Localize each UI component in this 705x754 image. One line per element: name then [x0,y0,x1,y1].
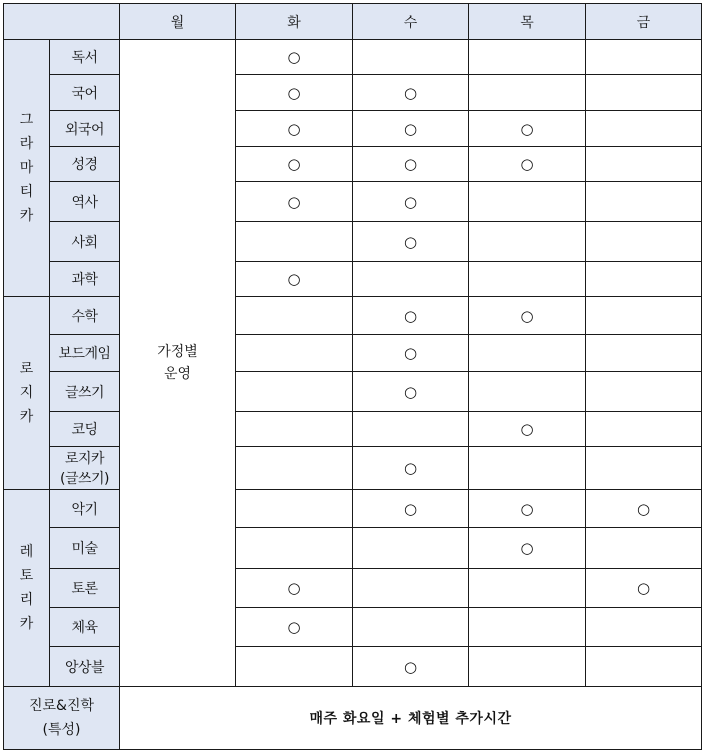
day-cell [586,372,702,412]
circle-mark-icon: ○ [403,155,418,173]
day-cell [469,335,586,372]
day-cell [586,608,702,647]
header-day-wed: 수 [353,4,469,40]
circle-mark-icon: ○ [520,539,534,557]
schedule-row [4,528,702,569]
day-cell [353,75,469,111]
header-day-mon: 월 [120,4,236,40]
group-label [4,490,50,687]
circle-mark-icon: ○ [403,657,418,676]
day-cell [236,490,353,528]
day-cell [236,147,353,182]
day-cell [469,297,586,335]
subject-cell [50,647,120,687]
subject-cell [50,372,120,412]
subject-label: 독서 [71,50,98,66]
circle-mark-icon: ○ [287,48,301,66]
day-cell [586,447,702,490]
day-cell [353,147,469,182]
schedule-row [4,608,702,647]
schedule-row [4,40,702,75]
group-label-text: 그 라 마 티 카 [19,112,34,224]
career-row [4,687,702,750]
subject-cell [50,528,120,569]
group-label-text: 레 토 리 카 [19,544,34,632]
day-cell [586,647,702,687]
day-cell [586,147,702,182]
circle-mark-icon: ○ [403,192,418,211]
circle-mark-icon: ○ [287,618,301,636]
day-cell [586,182,702,222]
day-cell [469,262,586,297]
subject-cell [50,569,120,608]
circle-mark-icon: ○ [520,155,534,173]
day-cell [586,412,702,447]
day-cell [586,262,702,297]
day-cell [586,569,702,608]
circle-mark-icon: ○ [403,232,418,251]
day-cell [469,182,586,222]
day-cell [469,490,586,528]
schedule-row [4,372,702,412]
day-cell [236,40,353,75]
circle-mark-icon: ○ [287,270,301,288]
day-cell [353,372,469,412]
header-row [4,4,702,40]
schedule-row [4,335,702,372]
subject-label: 글쓰기 [64,384,105,401]
subject-label: 코딩 [71,422,98,438]
schedule-row [4,297,702,335]
day-cell [236,372,353,412]
day-cell [353,40,469,75]
circle-mark-icon: ○ [287,83,301,102]
day-cell [353,528,469,569]
schedule-row [4,147,702,182]
group-label-text: 로 지 카 [19,361,34,425]
day-cell [469,40,586,75]
group-label [4,297,50,490]
circle-mark-icon: ○ [403,306,418,325]
day-cell [469,75,586,111]
day-cell [236,222,353,262]
day-cell [353,262,469,297]
subject-label: 사회 [71,234,98,251]
day-cell [469,569,586,608]
day-cell [586,490,702,528]
subject-label: 체육 [71,620,98,636]
day-cell [469,647,586,687]
subject-cell [50,412,120,447]
day-cell [469,447,586,490]
day-cell [236,262,353,297]
day-cell [469,222,586,262]
subject-label: 로지카 (글쓰기) [60,451,109,487]
subject-cell [50,75,120,111]
header-day-fri: 금 [586,4,702,40]
day-cell [353,297,469,335]
subject-label: 미술 [71,541,98,557]
schedule-row [4,412,702,447]
schedule-row [4,222,702,262]
day-cell [469,372,586,412]
circle-mark-icon: ○ [287,155,301,173]
day-cell [236,608,353,647]
subject-cell [50,608,120,647]
day-cell [236,647,353,687]
subject-label: 국어 [71,85,98,102]
day-cell [469,412,586,447]
schedule-row [4,111,702,147]
weekly-schedule-table [3,3,702,750]
subject-cell [50,182,120,222]
circle-mark-icon: ○ [403,382,418,401]
header-day-thu: 목 [469,4,586,40]
day-cell [236,569,353,608]
day-cell [236,528,353,569]
schedule-row [4,262,702,297]
circle-mark-icon: ○ [287,579,301,597]
day-cell [586,335,702,372]
header-corner [4,4,120,40]
day-cell [236,111,353,147]
circle-mark-icon: ○ [287,192,301,211]
subject-label: 악기 [71,501,98,518]
career-label: 진로&진학 (특성) [28,698,94,738]
monday-note-cell [120,40,236,687]
subject-label: 수학 [71,308,98,325]
schedule-row [4,447,702,490]
day-cell [353,569,469,608]
day-cell [353,647,469,687]
career-note: 매주 화요일 + 체험별 추가시간 [120,687,702,750]
subject-cell [50,262,120,297]
circle-mark-icon: ○ [520,499,534,518]
day-cell [353,335,469,372]
day-cell [236,182,353,222]
circle-mark-icon: ○ [636,579,651,597]
day-cell [586,297,702,335]
day-cell [353,111,469,147]
subject-label: 보드게임 [58,346,111,362]
schedule-row [4,182,702,222]
day-cell [236,75,353,111]
day-cell [469,608,586,647]
circle-mark-icon: ○ [520,420,534,438]
circle-mark-icon: ○ [636,499,651,518]
subject-label: 성경 [71,157,98,173]
subject-cell [50,111,120,147]
schedule-row [4,75,702,111]
circle-mark-icon: ○ [520,306,534,325]
day-cell [586,40,702,75]
circle-mark-icon: ○ [403,499,418,518]
day-cell [469,528,586,569]
schedule-row [4,647,702,687]
subject-cell [50,335,120,372]
group-label [4,40,50,297]
day-cell [586,75,702,111]
circle-mark-icon: ○ [403,459,418,477]
day-cell [236,447,353,490]
day-cell [469,147,586,182]
schedule-row [4,569,702,608]
subject-label: 역사 [71,194,98,211]
header-day-tue: 화 [236,4,353,40]
day-cell [236,335,353,372]
subject-cell [50,147,120,182]
circle-mark-icon: ○ [403,83,418,102]
circle-mark-icon: ○ [403,119,418,138]
day-cell [236,297,353,335]
day-cell [353,447,469,490]
subject-label: 외국어 [64,121,105,138]
circle-mark-icon: ○ [520,119,534,138]
schedule-body [4,40,702,750]
day-cell [469,111,586,147]
day-cell [353,182,469,222]
subject-cell [50,490,120,528]
schedule-row [4,490,702,528]
subject-cell [50,40,120,75]
subject-cell [50,297,120,335]
day-cell [353,608,469,647]
subject-label: 앙상블 [64,659,105,676]
monday-note: 가정별 운영 [157,344,198,382]
day-cell [236,412,353,447]
day-cell [586,222,702,262]
circle-mark-icon: ○ [287,119,301,138]
day-cell [353,222,469,262]
career-label-cell [4,687,120,750]
subject-cell [50,447,120,490]
subject-cell [50,222,120,262]
subject-label: 과학 [71,272,98,288]
day-cell [353,412,469,447]
day-cell [586,111,702,147]
day-cell [586,528,702,569]
circle-mark-icon: ○ [403,344,418,362]
subject-label: 토론 [71,581,98,597]
day-cell [353,490,469,528]
